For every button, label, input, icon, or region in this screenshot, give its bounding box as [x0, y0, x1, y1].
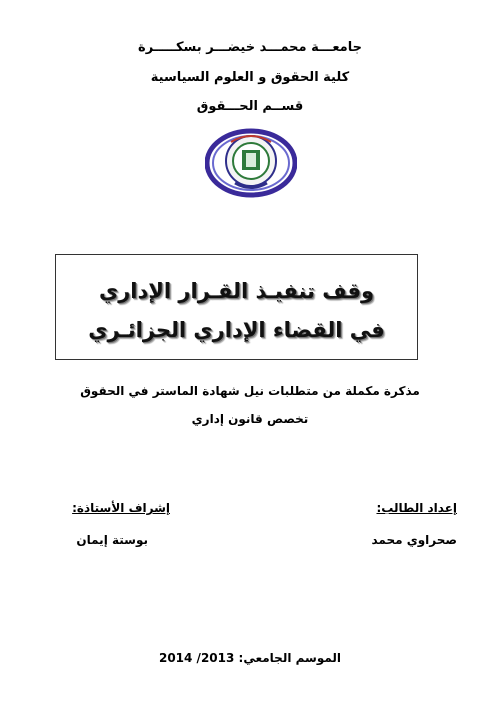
thesis-description: مذكرة مكملة من متطلبات نيل شهادة الماستر في الحقوق [80, 384, 420, 398]
title-box [55, 254, 418, 360]
title-line-1: وقف تنفيـذ القـرار الإداري [98, 279, 375, 303]
title-line-2: في القضاء الإداري الجزائـري [88, 318, 385, 342]
supervisor-label: إشراف الأستاذة: [72, 501, 170, 515]
supervisor-name: بوستة إيمان [76, 533, 148, 547]
university-emblem-icon [205, 128, 297, 198]
faculty-name: كلية الحقوق و العلوم السياسية [150, 70, 350, 85]
academic-year: الموسم الجامعي: 2013/ 2014 [158, 651, 342, 665]
university-name: جامعـــة محمـــد خيضـــر بسكـــــرة [138, 40, 362, 55]
specialization: تخصص قانون إداري [191, 412, 309, 426]
student-label: إعداد الطالب: [376, 501, 457, 515]
department-name: قســم الحـــقوق [196, 99, 304, 114]
student-name: صحراوي محمد [371, 533, 457, 547]
